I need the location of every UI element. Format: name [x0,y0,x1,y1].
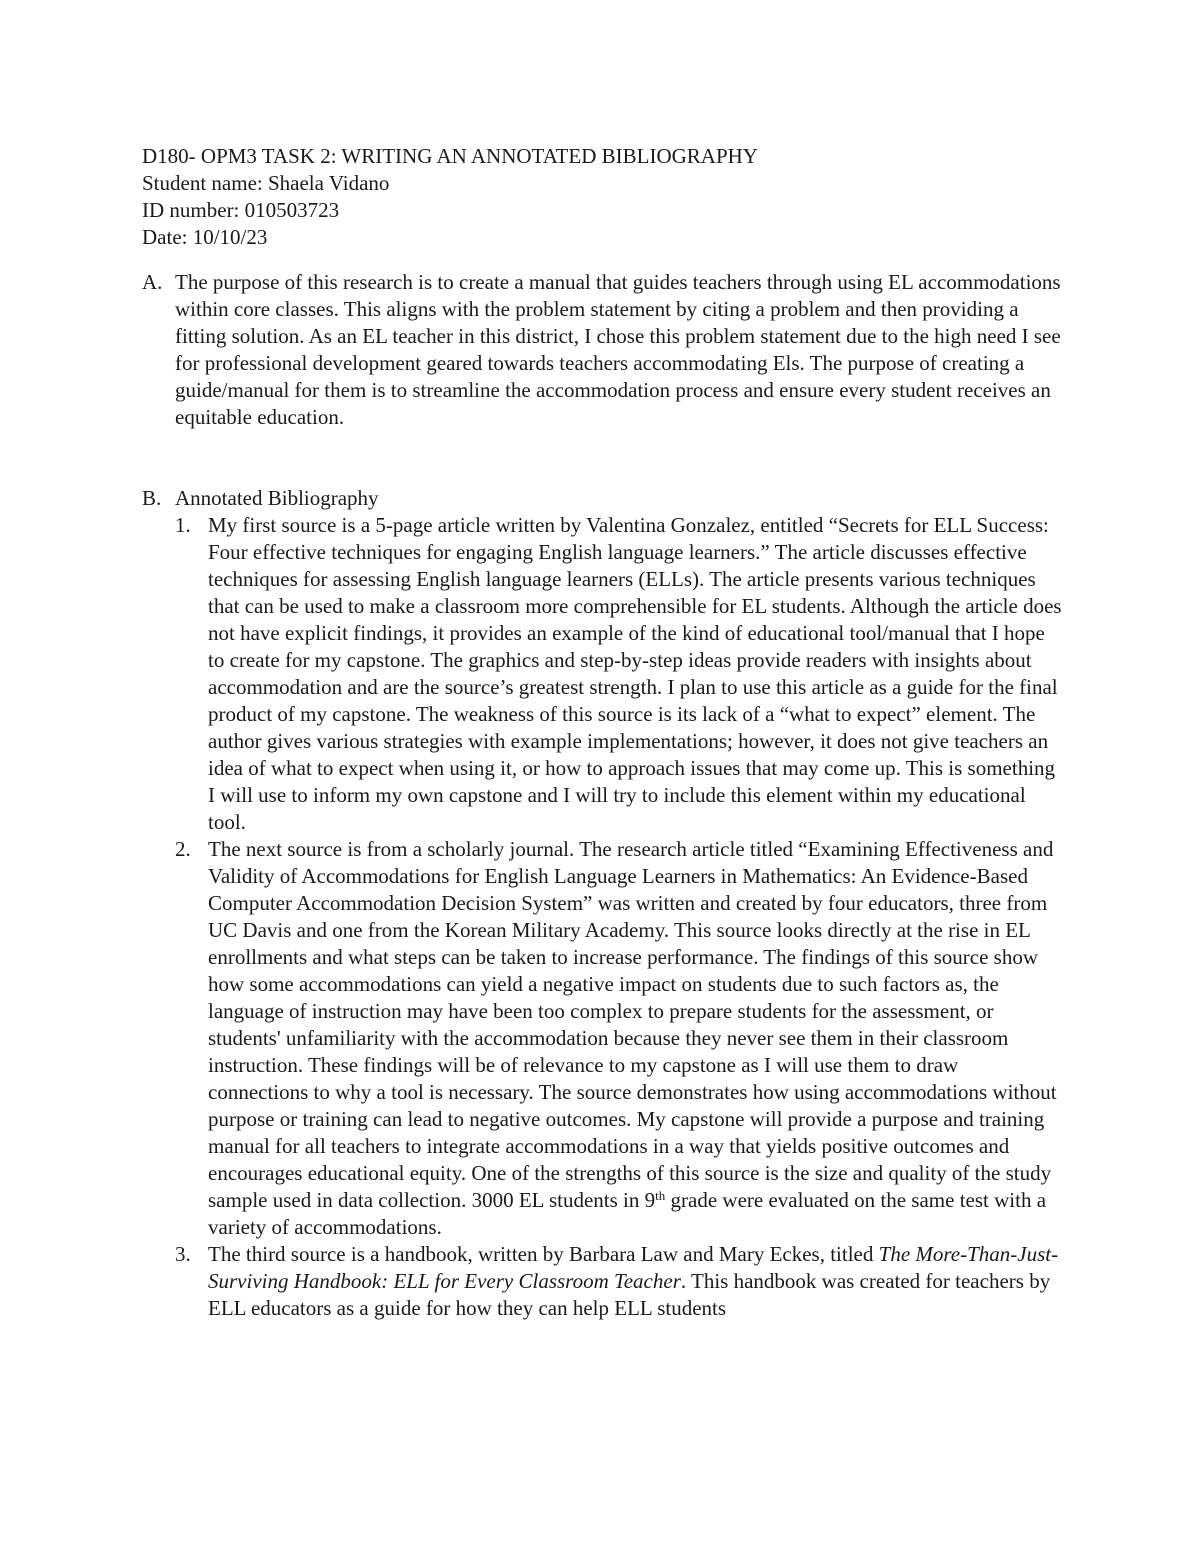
item-number: 3. [175,1242,191,1266]
section-b [142,485,1062,1322]
section-a-paragraph: The purpose of this research is to create a manual that guides teachers through using EL accommodations within core classes. This aligns with the problem statement by citing a problem and then providing a fitting solution. As an EL teacher in this district, I chose this problem statement due to the high need I see for professional development geared towards teachers accommodating Els. The purpose of creating a guide/manual for them is to streamline the accommodation process and ensure every student receives an equitable education. [175,270,1061,429]
item-annotation [208,1241,1062,1322]
item-annotation-text-end: . This handbook was created for teachers by ELL educators as a guide for how they can help ELL students [208,1269,1051,1320]
item-annotation-text: The third source is a handbook, written by Barbara Law and Mary Eckes, titled [208,1242,879,1266]
item-annotation: My first source is a 5-page article written by Valentina Gonzalez, entitled “Secrets for ELL Success: Four effective techniques for engaging English language learners.” The article discusses effective techniques for assessing English language learners (ELLs). The article presents various techniques that can be used to make a classroom more comprehensible for EL students. Although the article does not have explicit findings, it provides an example of the kind of educational tool/manual that I hope to create for my capstone. The graphics and step-by-step ideas provide readers with insights about accommodation and are the source’s greatest strength. I plan to use this article as a guide for the final product of my capstone. The weakness of this source is its lack of a “what to expect” element. The author gives various strategies with example implementations; however, it does not give teachers an idea of what to expect when using it, or how to approach issues that may come up. This is something I will use to inform my own capstone and I will try to include this element within my educational tool. [208,513,1062,834]
id-number: ID number: 010503723 [142,198,340,222]
bibliography-item-3 [175,1241,1062,1322]
section-b-body [175,485,1062,1322]
item-annotation-text-end: grade were evaluated on the same test with a variety of accommodations. [208,1188,1047,1239]
bibliography-item-2 [175,836,1062,1241]
bibliography-list [175,512,1062,1322]
section-b-letter: B. [142,486,162,510]
section-a [142,269,1062,431]
section-a-letter: A. [142,270,163,294]
book-title: The More-Than-Just-Surviving Handbook: ELL for Every Classroom Teacher [208,1242,1059,1293]
bibliography-item-1 [175,512,1062,836]
document-header [142,143,1062,251]
date: Date: 10/10/23 [142,225,268,249]
section-b-heading: Annotated Bibliography [175,486,379,510]
student-name: Student name: Shaela Vidano [142,171,390,195]
document-title: D180- OPM3 TASK 2: WRITING AN ANNOTATED BIBLIOGRAPHY [142,144,758,168]
item-number: 1. [175,513,191,537]
item-number: 2. [175,837,191,861]
ordinal-superscript: th [655,1188,666,1203]
item-annotation [208,836,1062,1241]
item-annotation-text: The next source is from a scholarly journal. The research article titled “Examining Effectiveness and Validity of Accommodations for English Language Learners in Mathematics: An Evidence-Based Computer Accommodation Decision System” was written and created by four educators, three from UC Davis and one from the Korean Military Academy. This source looks directly at the rise in EL enrollments and what steps can be taken to increase performance. The findings of this source show how some accommodations can yield a negative impact on students due to such factors as, the language of instruction may have been too complex to prepare students for the assessment, or students' unfamiliarity with the accommodation because they never see them in their classroom instruction. These findings will be of relevance to my capstone as I will use them to draw connections to why a tool is necessary. The source demonstrates how using accommodations without purpose or training can lead to negative outcomes. My capstone will provide a purpose and training manual for all teachers to integrate accommodations in a way that yields positive outcomes and encourages educational equity. One of the strengths of this source is the size and quality of the study sample used in data collection. 3000 EL students in 9 [208,837,1057,1212]
